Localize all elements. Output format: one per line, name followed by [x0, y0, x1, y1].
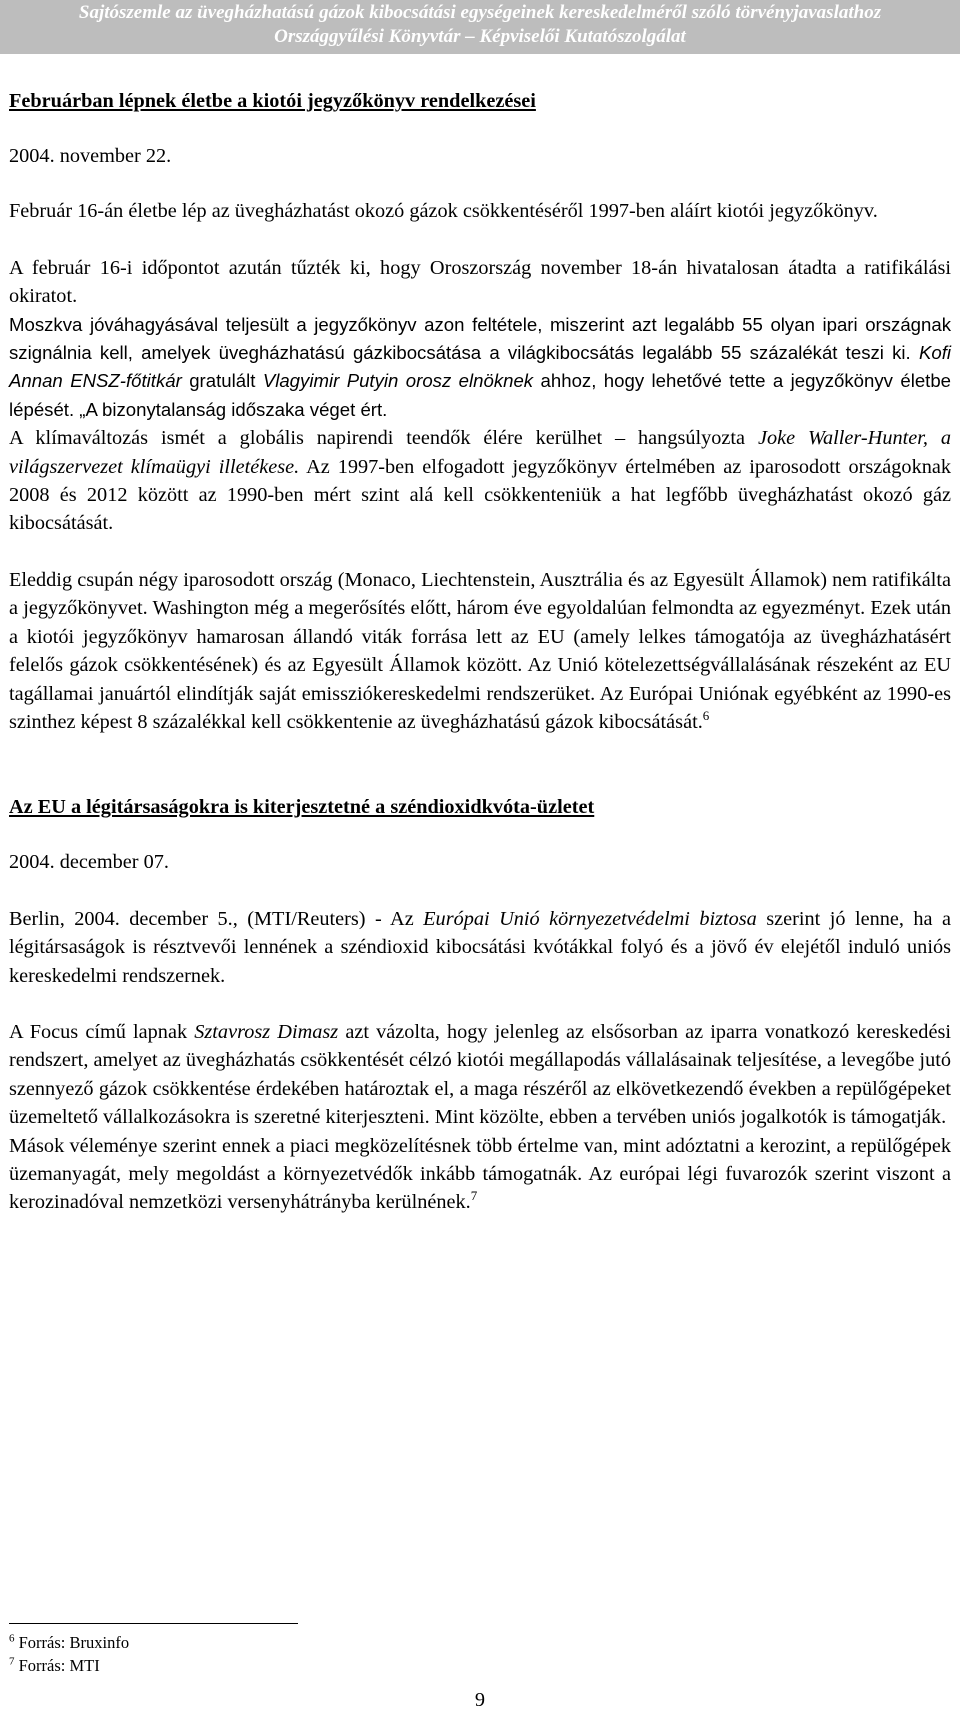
page-number: 9	[474, 1689, 486, 1711]
article-1-paragraph-3: Moszkva jóváhagyásával teljesült a jegyzőkönyv azon feltétele, miszerint azt legalább 55 olyan ipari országnak szignálnia kell, amelyek üvegházhatású gázkibocsátása a világkibocsátás legalább 55 százalékát teszi ki. Kofi Annan ENSZ-főtitkár gratulált Vlagyimir Putyin orosz elnöknek ahhoz, hogy lehetővé tette a jegyzőkönyv életbe lépését. „A bizonytalanság időszaka véget ért.	[9, 313, 952, 420]
footnote-ref-6: 6	[702, 708, 710, 724]
footnotes	[9, 1632, 609, 1677]
page-content	[9, 87, 951, 1217]
article-1-paragraph-1: Február 16-án életbe lép az üvegházhatást okozó gázok csökkentéséről 1997-ben aláírt kiotói jegyzőkönyv.	[9, 200, 878, 223]
article-2-title: Az EU a légitársaságokra is kiterjesztetné a széndioxidkvóta-üzletet	[9, 796, 595, 819]
footnote-7: $^7$ Forrás: MTI	[9, 1655, 100, 1675]
footnote-divider	[9, 1623, 298, 1624]
footnote-6: $^6$ Forrás: Bruxinfo	[9, 1632, 130, 1652]
header-subtitle: Országgyűlési Könyvtár – Képviselői Kutatószolgálat	[274, 26, 686, 47]
article-1-paragraph-5: Eleddig csupán négy iparosodott ország (Monaco, Liechtenstein, Ausztrália és az Egyesült Államok) nem ratifikálta a jegyzőkönyvet. Washington még a megerősítés előtt, három éve egyoldalúan felmondta az egyezményt. Ezek után a kiotói jegyzőkönyv hamarosan állandó viták forrása lett az EU (amely lelkes támogatója az üvegházhatásért felelős gázok csökkentésének) és az Egyesült Államok között. Az Unió kötelezettségvállalásának részeként az EU tagállamai januártól elindítják saját emissziókereskedelmi rendszerüket. Az Európai Uniónak egyébként az 1990-es szinthez képest 8 százalékkal kell csökkentenie az üvegházhatású gázok kibocsátását.$^6$	[9, 568, 951, 733]
article-2-paragraph-1: Berlin, 2004. december 5., (MTI/Reuters) - Az Európai Unió környezetvédelmi biztosa szerint jó lenne, ha a légitársaságok is résztvevői lennének a széndioxid kibocsátási kvótákkal folyó és a jövő év elejétől induló uniós kereskedelmi rendszernek.	[9, 907, 951, 987]
article-1-date: 2004. november 22.	[9, 145, 172, 167]
footnote-ref-7: 7	[470, 1188, 478, 1204]
article-1-paragraph-2: A február 16-i időpontot azután tűzték ki, hogy Oroszország november 18-án hivatalosan átadta a ratifikálási okiratot.	[9, 256, 951, 308]
running-header	[0, 0, 960, 54]
article-2-paragraph-2: A Focus című lapnak Sztavrosz Dimasz azt vázolta, hogy jelenleg az elsősorban az iparra vonatkozó kereskedési rendszert, amelyet az üvegházhatás csökkentését célzó kiotói megállapodás vállalásainak teljesítése, a levegőbe jutó szennyező gázok csökkentése érdekében határoztak el, a maga részéről az elkövetkezendő években a repülőgépeket üzemeltető vállalkozásokra is szeretné kiterjeszteni. Mint közölte, ebben a tervében uniós jogalkotók is támogatják.	[9, 1020, 951, 1129]
article-1-paragraph-4: A klímaváltozás ismét a globális napirendi teendők élére kerülhet – hangsúlyozta Joke Waller-Hunter, a világszervezet klímaügyi illetékese. Az 1997-ben elfogadott jegyzőkönyv értelmében az iparosodott országoknak 2008 és 2012 között az 1990-ben mért szint alá kell csökkenteniük a hat legfőbb üvegházhatást okozó gáz kibocsátását.	[9, 427, 951, 535]
header-title: Sajtószemle az üvegházhatású gázok kibocsátási egységeinek kereskedelméről szóló törvényjavaslathoz	[78, 2, 882, 23]
article-1-title: Februárban lépnek életbe a kiotói jegyzőkönyv rendelkezései	[9, 90, 536, 112]
article-2-paragraph-3: Mások véleménye szerint ennek a piaci megközelítésnek több értelme van, mint adóztatni a kerozint, a repülőgépek üzemanyagát, mely megoldást a környezetvédők inkább támogatnák. Az európai légi fuvarozók szerint viszont a kerozinadóval nemzetközi versenyhátrányba kerülnének.$^7$	[9, 1134, 951, 1214]
article-2-date: 2004. december 07.	[9, 851, 169, 874]
